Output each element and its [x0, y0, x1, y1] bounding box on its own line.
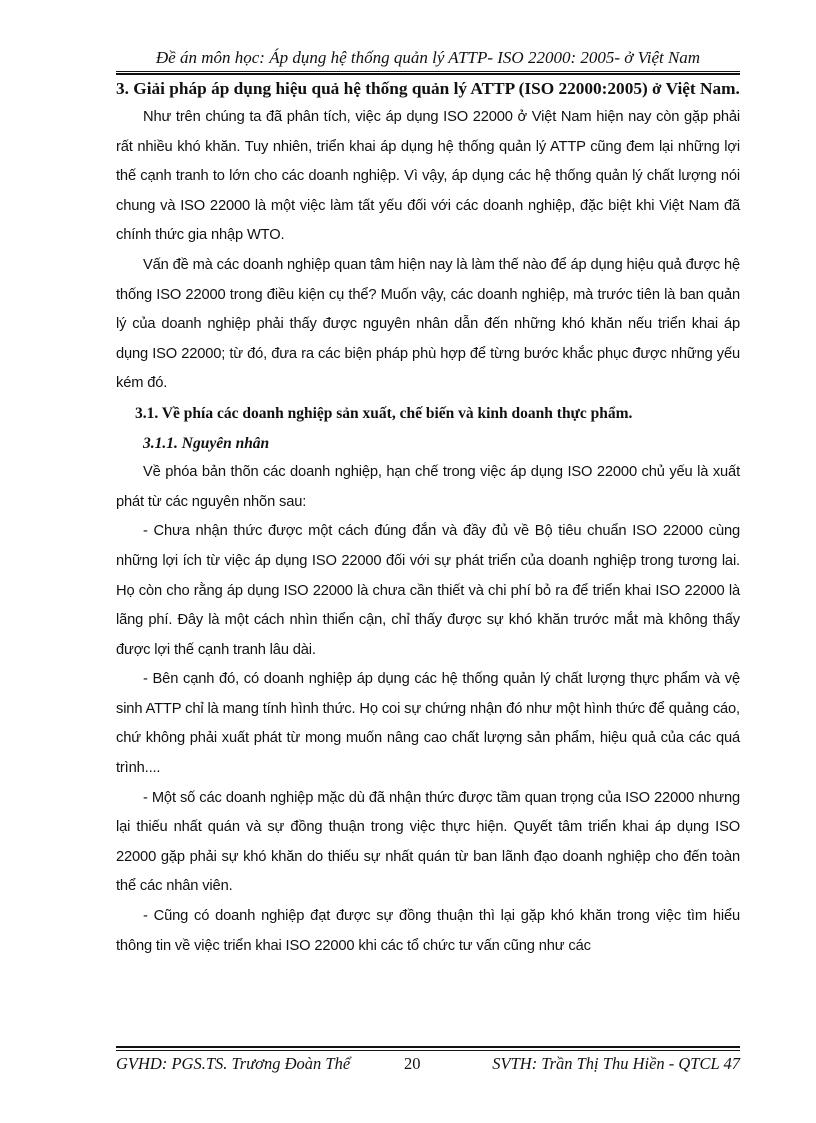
document-body [116, 74, 740, 961]
paragraph: Như trên chúng ta đã phân tích, việc áp dụng ISO 22000 ở Việt Nam hiện nay còn gặp phải rất nhiều khó khăn. Tuy nhiên, triển khai áp dụng hệ thống quản lý ATTP cũng đem lại những lợi thế cạnh tranh to lớn cho các doanh nghiệp. Vì vậy, áp dụng các hệ thống quản lý chất lượng nói chung và ISO 22000 là một việc làm tất yếu đối với các doanh nghiệp, đặc biệt khi Việt Nam đã chính thức gia nhập WTO. [116, 109, 740, 244]
footer-rule-thick [116, 1046, 740, 1048]
paragraph: - Bên cạnh đó, có doanh nghiệp áp dụng các hệ thống quản lý chất lượng thực phẩm và vệ sinh ATTP chỉ là mang tính hình thức. Họ coi sự chứng nhận đó như một hình thức để quảng cáo, chứ không phải xuất phát từ mong muốn nâng cao chất lượng sản phẩm, hiệu quả của các quá trình.... [116, 671, 740, 777]
page-header: Đề án môn học: Áp dụng hệ thống quản lý ATTP- ISO 22000: 2005- ở Việt Nam [155, 48, 701, 67]
page-number: 20 [404, 1054, 421, 1073]
page-footer [116, 1054, 740, 1078]
paragraph: - Một số các doanh nghiệp mặc dù đã nhận thức được tầm quan trọng của ISO 22000 nhưng lại thiếu nhất quán và sự đồng thuận trong việc thực hiện. Quyết tâm triển khai áp dụng ISO 22000 gặp phải sự khó khăn do thiếu sự nhất quán từ ban lãnh đạo doanh nghiệp cho đến toàn thể các nhân viên. [116, 789, 740, 895]
footer-rule-thin [116, 1050, 740, 1051]
footer-student: SVTH: Trần Thị Thu Hiền - QTCL 47 [492, 1054, 740, 1073]
footer-advisor: GVHD: PGS.TS. Trương Đoàn Thể [116, 1054, 351, 1073]
paragraph: - Chưa nhận thức được một cách đúng đắn và đầy đủ về Bộ tiêu chuẩn ISO 22000 cùng những lợi ích từ việc áp dụng ISO 22000 đối với sự phát triển của doanh nghiệp trong tương lai. Họ còn cho rằng áp dụng ISO 22000 là chưa cần thiết và chi phí bỏ ra để triển khai ISO 22000 là lãng phí. Đây là một cách nhìn thiển cận, chỉ thấy được sự khó khăn trước mắt mà không thấy được lợi thế cạnh tranh lâu dài. [116, 523, 740, 658]
subsection-title: 3.1. Về phía các doanh nghiệp sản xuất, chế biến và kinh doanh thực phẩm. [135, 404, 633, 422]
header-rule-thin [116, 71, 740, 72]
paragraph: - Cũng có doanh nghiệp đạt được sự đồng thuận thì lại gặp khó khăn trong việc tìm hiểu thông tin về việc triển khai ISO 22000 khi các tổ chức tư vấn cũng như các [116, 908, 740, 954]
paragraph: Vấn đề mà các doanh nghiệp quan tâm hiện nay là làm thế nào để áp dụng hiệu quả được hệ thống ISO 22000 trong điều kiện cụ thể? Muốn vậy, các doanh nghiệp, mà trước tiên là ban quản lý của doanh nghiệp phải thấy được nguyên nhân dẫn đến những khó khăn nếu triển khai áp dụng ISO 22000; từ đó, đưa ra các biện pháp phù hợp để từng bước khắc phục được những yếu kém đó. [116, 256, 740, 392]
section-title: 3. Giải pháp áp dụng hiệu quả hệ thống quản lý ATTP (ISO 22000:2005) ở Việt Nam. [116, 79, 740, 98]
paragraph: Về phóa bản thõn các doanh nghiệp, hạn chế trong việc áp dụng ISO 22000 chủ yếu là xuất phát từ các nguyên nhõn sau: [116, 464, 740, 510]
subsubsection-title: 3.1.1. Nguyên nhân [143, 434, 270, 452]
